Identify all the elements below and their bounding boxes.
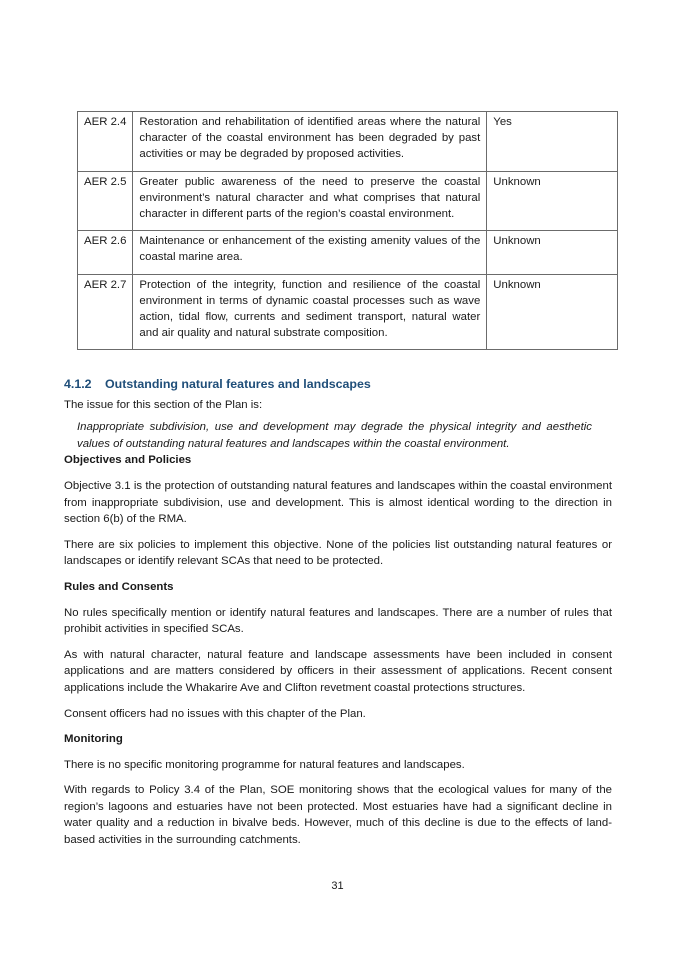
section-title: Outstanding natural features and landscapes bbox=[105, 377, 371, 391]
rules-paragraph: Consent officers had no issues with this chapter of the Plan. bbox=[64, 707, 366, 720]
aer-status: Yes bbox=[487, 112, 618, 172]
aer-table bbox=[77, 111, 618, 350]
aer-status: Unknown bbox=[487, 274, 618, 350]
aer-description: Greater public awareness of the need to preserve the coastal environment’s natural character and what comprises that natural character in different parts of the region’s coastal environment. bbox=[133, 171, 487, 231]
table-row bbox=[78, 231, 618, 274]
aer-code: AER 2.7 bbox=[78, 274, 133, 350]
section-heading bbox=[64, 376, 612, 393]
objectives-paragraph: There are six policies to implement this objective. None of the policies list outstanding natural features or landscapes or identify relevant SCAs that need to be protected. bbox=[64, 538, 612, 568]
aer-status: Unknown bbox=[487, 231, 618, 274]
section-number: 4.1.2 bbox=[64, 377, 92, 391]
table-row bbox=[78, 112, 618, 172]
table-row bbox=[78, 274, 618, 350]
aer-description: Protection of the integrity, function and resilience of the coastal environment in terms of dynamic coastal processes such as wave action, tidal flow, currents and sediment transport, natural water and air quality and natural substrate composition. bbox=[133, 274, 487, 350]
aer-code: AER 2.4 bbox=[78, 112, 133, 172]
aer-code: AER 2.6 bbox=[78, 231, 133, 274]
objectives-heading: Objectives and Policies bbox=[64, 454, 192, 467]
objectives-paragraph: Objective 3.1 is the protection of outstanding natural features and landscapes within the coastal environment from inappropriate subdivision, use and development. This is almost identical wording to the direction in section 6(b) of the RMA. bbox=[64, 479, 612, 526]
issue-statement: Inappropriate subdivision, use and development may degrade the physical integrity and aesthetic values of outstanding natural features and landscapes within the coastal environment. bbox=[77, 421, 592, 450]
aer-description: Restoration and rehabilitation of identified areas where the natural character of the coastal environment has been degraded by past activities or may be degraded by proposed activities. bbox=[133, 112, 487, 172]
monitoring-heading: Monitoring bbox=[64, 733, 123, 746]
rules-paragraph: As with natural character, natural feature and landscape assessments have been included in consent applications and are matters considered by officers in their assessment of applications. Recent consent applications include the Whakarire Ave and Clifton revetment coastal protections structures. bbox=[64, 648, 612, 694]
monitoring-paragraph: There is no specific monitoring programme for natural features and landscapes. bbox=[64, 758, 465, 771]
table-row bbox=[78, 171, 618, 231]
rules-paragraph: No rules specifically mention or identify natural features and landscapes. There are a number of rules that prohibit activities in specified SCAs. bbox=[64, 606, 612, 636]
aer-description: Maintenance or enhancement of the existing amenity values of the coastal marine area. bbox=[133, 231, 487, 274]
aer-code: AER 2.5 bbox=[78, 171, 133, 231]
monitoring-paragraph: With regards to Policy 3.4 of the Plan, SOE monitoring shows that the ecological values for many of the region’s lagoons and estuaries have not been protected. Most estuaries have had a significant decline in water quality and a reduction in bivalve beds. However, much of this decline is due to the effects of land-based activities in the surrounding catchments. bbox=[64, 784, 612, 847]
section-content bbox=[64, 376, 612, 858]
page-number: 31 bbox=[331, 880, 344, 892]
section-intro: The issue for this section of the Plan is: bbox=[64, 398, 263, 411]
rules-heading: Rules and Consents bbox=[64, 580, 174, 593]
aer-status: Unknown bbox=[487, 171, 618, 231]
